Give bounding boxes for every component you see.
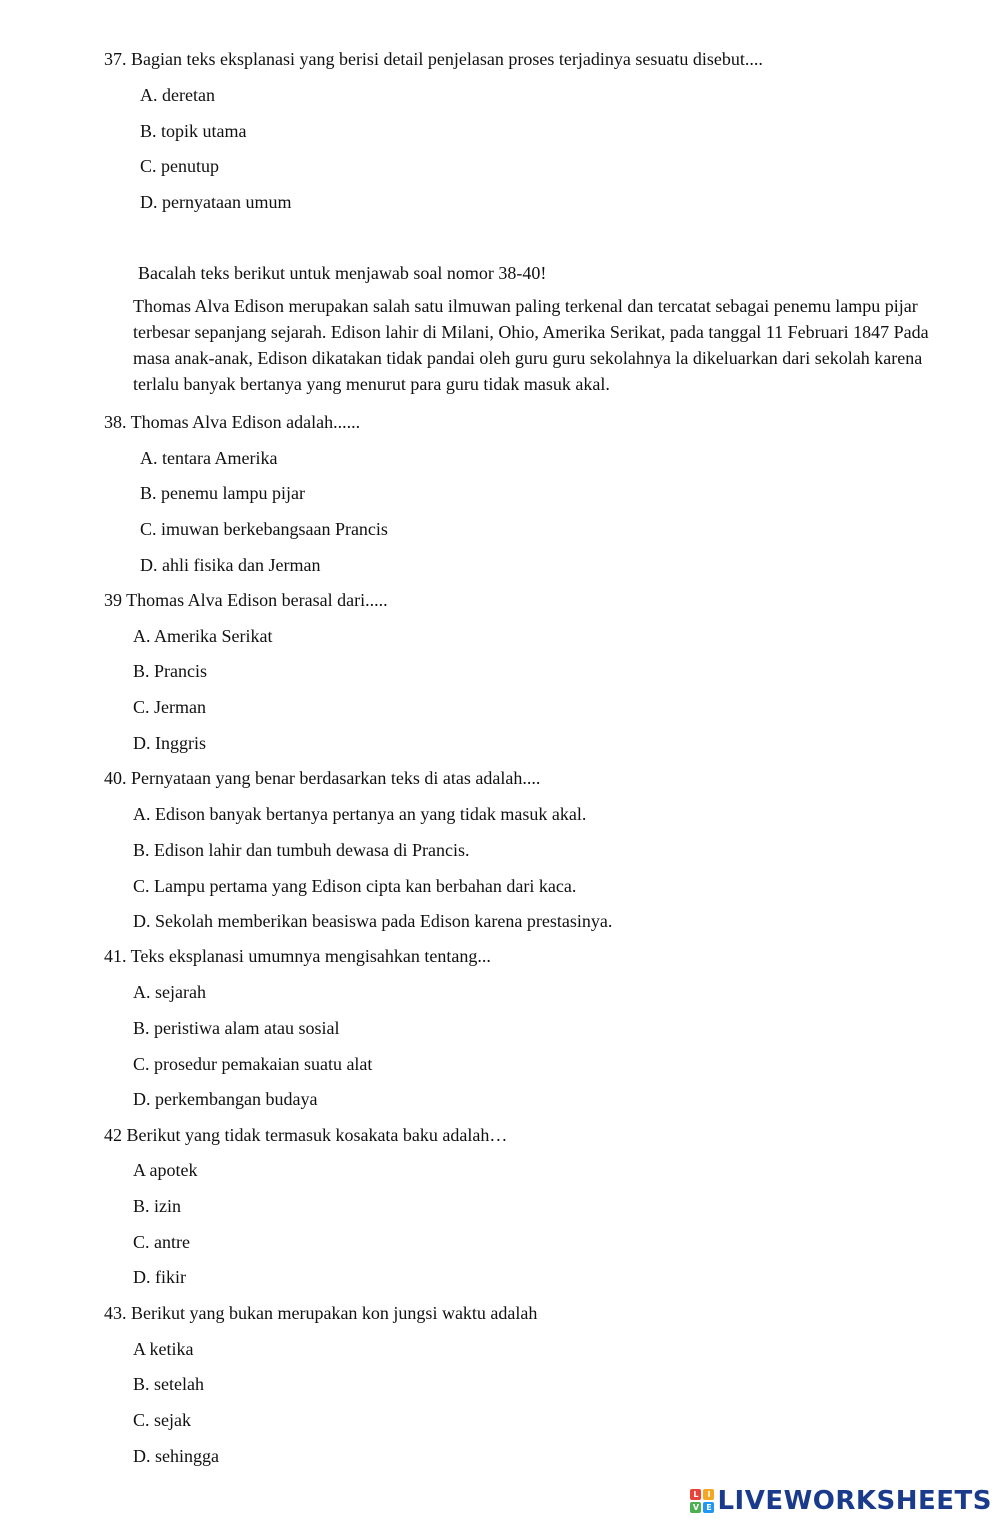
q39-option-d[interactable]: D. Inggris bbox=[133, 733, 206, 753]
q38-option-d[interactable]: D. ahli fisika dan Jerman bbox=[140, 555, 321, 575]
q43-option-d[interactable]: D. sehingga bbox=[133, 1446, 219, 1466]
question-37-text: 37. Bagian teks eksplanasi yang berisi detail penjelasan proses terjadinya sesuatu disebut.... bbox=[104, 49, 763, 69]
logo-tile-e: E bbox=[703, 1502, 714, 1513]
question-40-text: 40. Pernyataan yang benar berdasarkan teks di atas adalah.... bbox=[104, 768, 541, 788]
liveworksheets-logo bbox=[690, 1484, 992, 1518]
liveworksheets-logo-icon bbox=[690, 1489, 714, 1513]
question-39-text: 39 Thomas Alva Edison berasal dari..... bbox=[104, 590, 388, 610]
q43-option-b[interactable]: B. setelah bbox=[133, 1374, 204, 1394]
q42-option-a[interactable]: A apotek bbox=[133, 1160, 198, 1180]
q38-option-c[interactable]: C. imuwan berkebangsaan Prancis bbox=[140, 519, 388, 539]
q37-option-d[interactable]: D. pernyataan umum bbox=[140, 192, 292, 212]
logo-tile-v: V bbox=[690, 1502, 701, 1513]
question-41-text: 41. Teks eksplanasi umumnya mengisahkan tentang... bbox=[104, 946, 491, 966]
question-42-text: 42 Berikut yang tidak termasuk kosakata baku adalah… bbox=[104, 1125, 508, 1145]
reading-instruction: Bacalah teks berikut untuk menjawab soal nomor 38-40! bbox=[138, 263, 547, 283]
q38-option-a[interactable]: A. tentara Amerika bbox=[140, 448, 278, 468]
q41-option-a[interactable]: A. sejarah bbox=[133, 982, 206, 1002]
question-38-text: 38. Thomas Alva Edison adalah...... bbox=[104, 412, 361, 432]
q41-option-b[interactable]: B. peristiwa alam atau sosial bbox=[133, 1018, 340, 1038]
q38-option-b[interactable]: B. penemu lampu pijar bbox=[140, 483, 305, 503]
reading-passage: Thomas Alva Edison merupakan salah satu ilmuwan paling terkenal dan tercatat sebagai penemu lampu pijar terbesar sepanjang sejarah. Edison lahir di Milani, Ohio, Amerika Serikat, pada tanggal 11 Februari 1847 Pada masa anak-anak, Edison dikatakan tidak pandai oleh guru guru sekolahnya la dikeluarkan dari sekolah karena terlalu banyak bertanya yang menurut para guru tidak masuk akal. bbox=[133, 296, 929, 394]
q42-option-d[interactable]: D. fikir bbox=[133, 1267, 186, 1287]
q43-option-c[interactable]: C. sejak bbox=[133, 1410, 191, 1430]
q37-option-b[interactable]: B. topik utama bbox=[140, 121, 247, 141]
q40-option-a[interactable]: A. Edison banyak bertanya pertanya an yang tidak masuk akal. bbox=[133, 804, 587, 824]
q39-option-c[interactable]: C. Jerman bbox=[133, 697, 206, 717]
q41-option-c[interactable]: C. prosedur pemakaian suatu alat bbox=[133, 1054, 373, 1074]
q40-option-d[interactable]: D. Sekolah memberikan beasiswa pada Edison karena prestasinya. bbox=[133, 911, 613, 931]
q37-option-a[interactable]: A. deretan bbox=[140, 85, 215, 105]
q40-option-b[interactable]: B. Edison lahir dan tumbuh dewasa di Prancis. bbox=[133, 840, 470, 860]
q41-option-d[interactable]: D. perkembangan budaya bbox=[133, 1089, 318, 1109]
q39-option-a[interactable]: A. Amerika Serikat bbox=[133, 626, 273, 646]
q42-option-b[interactable]: B. izin bbox=[133, 1196, 181, 1216]
q42-option-c[interactable]: C. antre bbox=[133, 1232, 190, 1252]
liveworksheets-logo-text: LIVEWORKSHEETS bbox=[717, 1486, 992, 1516]
q40-option-c[interactable]: C. Lampu pertama yang Edison cipta kan berbahan dari kaca. bbox=[133, 876, 577, 896]
q39-option-b[interactable]: B. Prancis bbox=[133, 661, 207, 681]
q37-option-c[interactable]: C. penutup bbox=[140, 156, 219, 176]
q43-option-a[interactable]: A ketika bbox=[133, 1339, 194, 1359]
logo-tile-l: L bbox=[690, 1489, 701, 1500]
question-43-text: 43. Berikut yang bukan merupakan kon jungsi waktu adalah bbox=[104, 1303, 538, 1323]
logo-tile-i: I bbox=[703, 1489, 714, 1500]
